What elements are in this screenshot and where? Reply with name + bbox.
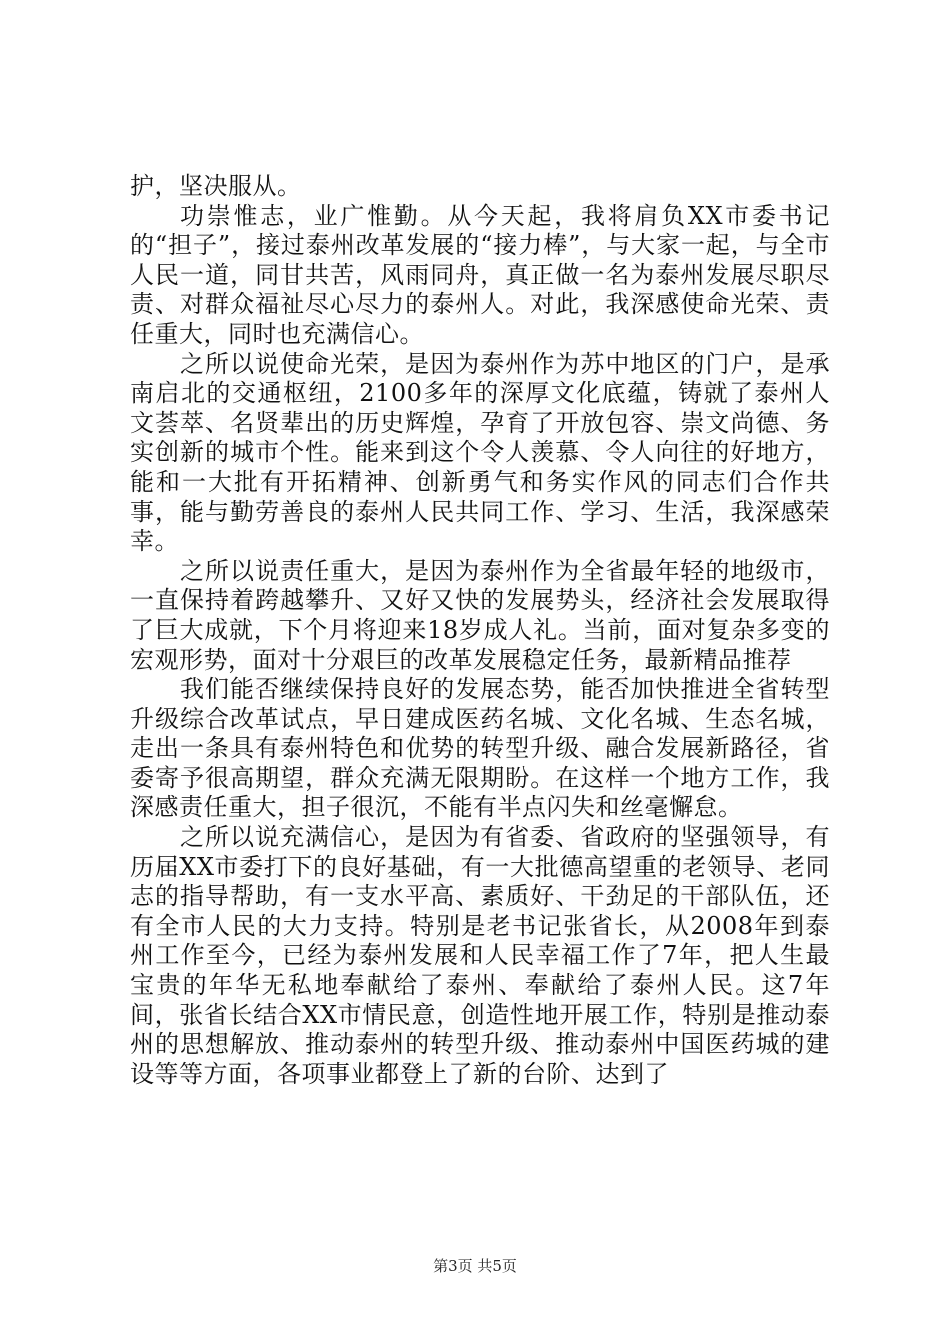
paragraph-4: 之所以说责任重大，是因为泰州作为全省最年轻的地级市，一直保持着跨越攀升、又好又快的发展势头，经济社会发展取得了巨大成就，下个月将迎来18岁成人礼。当前，面对复杂多变的宏观形势，面对十分艰巨的改革发展稳定任务，最新精品推荐 [130, 556, 830, 674]
page-footer [0, 1255, 950, 1276]
page-number: 第3页 共5页 [433, 1257, 517, 1275]
paragraph-5: 我们能否继续保持良好的发展态势，能否加快推进全省转型升级综合改革试点，早日建成医药名城、文化名城、生态名城，走出一条具有泰州特色和优势的转型升级、融合发展新路径，省委寄予很高期望，群众充满无限期盼。在这样一个地方工作，我深感责任重大，担子很沉，不能有半点闪失和丝毫懈怠。 [130, 675, 830, 822]
paragraph-2: 功崇惟志，业广惟勤。从今天起，我将肩负XX市委书记的“担子”，接过泰州改革发展的“接力棒”，与大家一起，与全市人民一道，同甘共苦，风雨同舟，真正做一名为泰州发展尽职尽责、对群众福祉尽心尽力的泰州人。对此，我深感使命光荣、责任重大，同时也充满信心。 [130, 201, 830, 348]
paragraph-6: 之所以说充满信心，是因为有省委、省政府的坚强领导，有历届XX市委打下的良好基础，有一大批德高望重的老领导、老同志的指导帮助，有一支水平高、素质好、干劲足的干部队伍，还有全市人民的大力支持。特别是老书记张省长，从2008年到泰州工作至今，已经为泰州发展和人民幸福工作了7年，把人生最宝贵的年华无私地奉献给了泰州、奉献给了泰州人民。这7年间，张省长结合XX市情民意，创造性地开展工作，特别是推动泰州的思想解放、推动泰州的转型升级、推动泰州中国医药城的建设等等方面，各项事业都登上了新的台阶、达到了 [130, 823, 830, 1088]
body-text [130, 172, 830, 1089]
paragraph-1: 护，坚决服从。 [130, 172, 302, 200]
paragraph-3: 之所以说使命光荣，是因为泰州作为苏中地区的门户，是承南启北的交通枢纽，2100多年的深厚文化底蕴，铸就了泰州人文荟萃、名贤辈出的历史辉煌，孕育了开放包容、崇文尚德、务实创新的城市个性。能来到这个令人羡慕、令人向往的好地方，能和一大批有开拓精神、创新勇气和务实作风的同志们合作共事，能与勤劳善良的泰州人民共同工作、学习、生活，我深感荣幸。 [130, 349, 830, 556]
